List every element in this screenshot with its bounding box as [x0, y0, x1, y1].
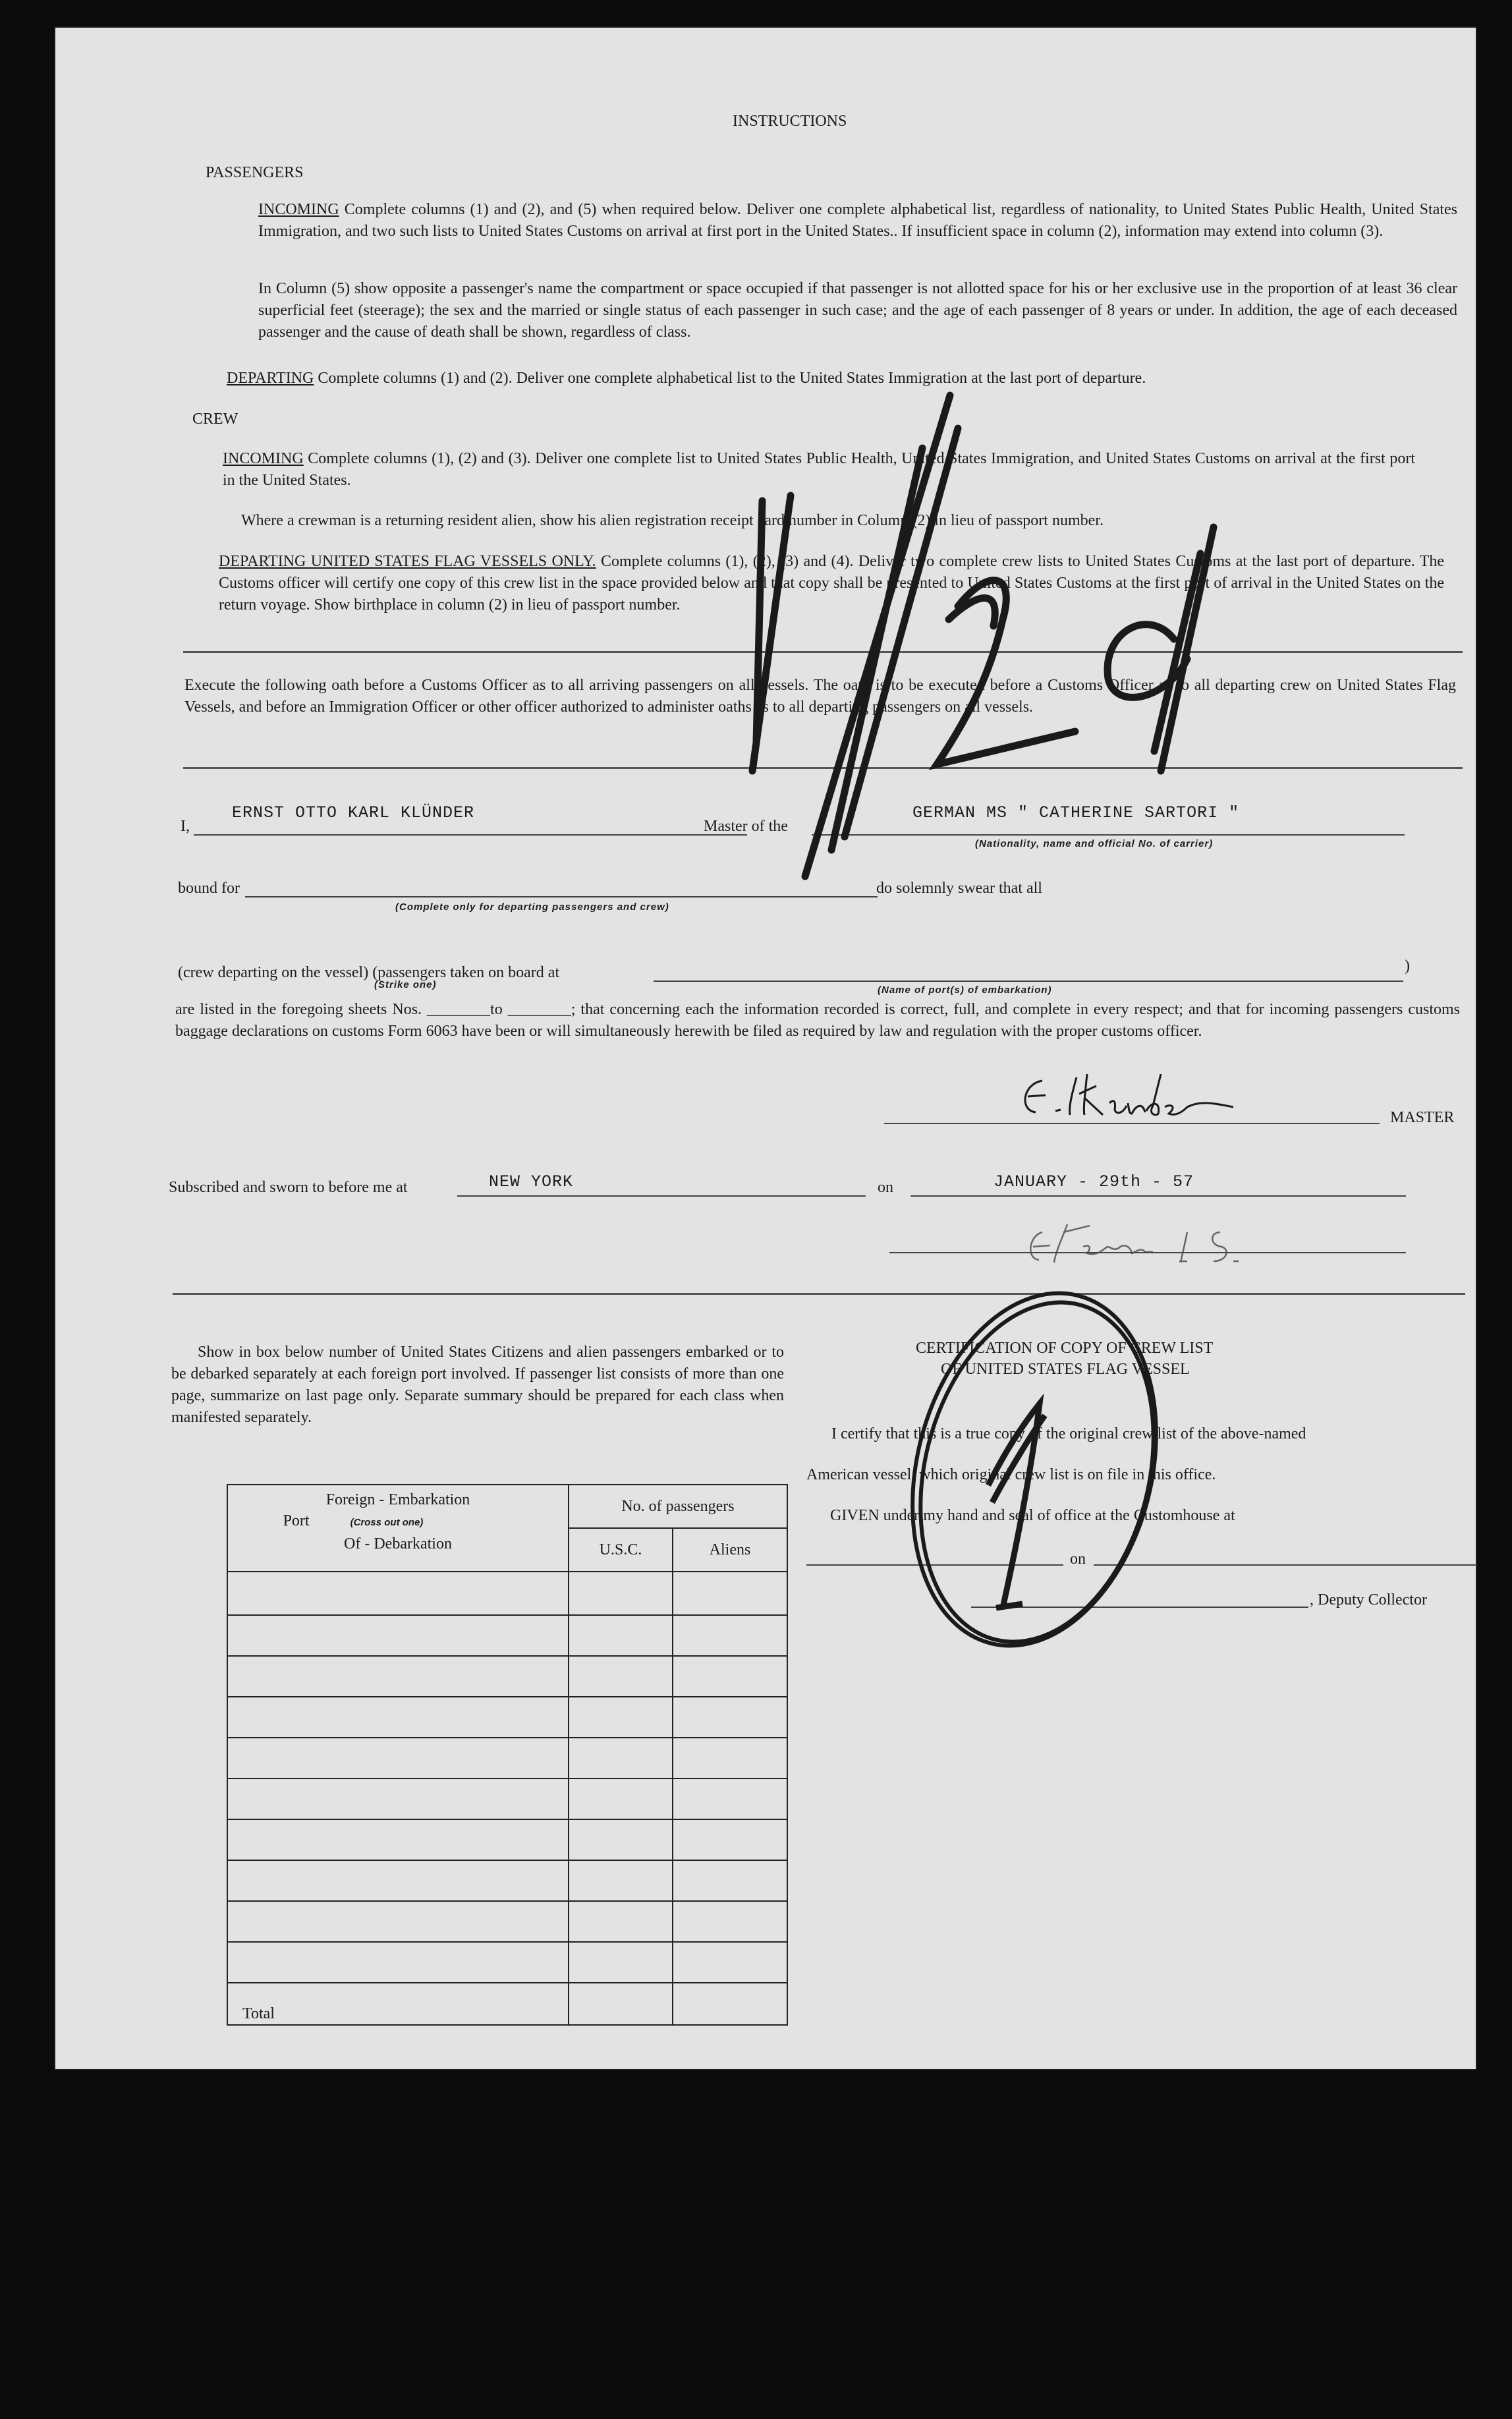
- certification-text2: American vessel, which original crew list is on file in this office.: [806, 1466, 1216, 1483]
- crew-incoming-label: INCOMING: [223, 450, 304, 467]
- certification-title-line2: OF UNITED STATES FLAG VESSEL: [941, 1361, 1190, 1378]
- bound-for-label: bound for: [178, 880, 240, 897]
- sworn-on-label: on: [878, 1179, 893, 1196]
- passengers-incoming-text: Complete columns (1) and (2), and (5) when required below. Deliver one complete alphabetical list, regardless of nationality, to United States Public Health, United States Immigration, and two such lists to United States Customs on arrival at first port in the United States.. If insufficient space in column (2), information may extend into column (3).: [258, 201, 1458, 240]
- master-name: ERNST OTTO KARL KLÜNDER: [232, 803, 475, 822]
- port-header-line3: Of - Debarkation: [344, 1535, 452, 1552]
- usc-column-header: U.S.C.: [569, 1528, 673, 1572]
- total-label: Total: [227, 1983, 569, 2025]
- circled-number-annotation: [1029, 1476, 1037, 1497]
- passengers-heading: PASSENGERS: [206, 164, 304, 181]
- crew-incoming-text: Complete columns (1), (2) and (3). Deliver one complete list to United States Public Health, United States Immigration, and United States Customs on arrival at the first port in the United States.: [223, 450, 1415, 489]
- certification-on-label: on: [1070, 1551, 1086, 1568]
- crew-heading: CREW: [192, 411, 238, 428]
- summary-instructions: Show in box below number of United States Citizens and alien passengers embarked or to be debarked separately at each foreign port involved. If passenger list consists of more than one page, summarize on last page only. Separate summary should be prepared for each class when manifested separately.: [171, 1344, 784, 1426]
- certification-title-line1: CERTIFICATION OF COPY OF CREW LIST: [916, 1340, 1214, 1357]
- sworn-label: Subscribed and sworn to before me at: [169, 1179, 408, 1196]
- large-number-icon: [752, 395, 1214, 876]
- large-number-annotation: [845, 619, 873, 640]
- aliens-column-header: Aliens: [673, 1528, 787, 1572]
- passengers-count-header: No. of passengers: [569, 1485, 787, 1528]
- passengers-departing-label: DEPARTING: [227, 370, 314, 387]
- swear-text: do solemnly swear that all: [876, 880, 1042, 897]
- bound-for-caption: (Complete only for departing passengers and crew): [395, 901, 669, 913]
- cross-out-caption: (Cross out one): [350, 1517, 424, 1528]
- strike-caption: (Strike one): [374, 979, 437, 990]
- passengers-column5-text: In Column (5) show opposite a passenger's name the compartment or space occupied if that passenger is not allotted space for his or her exclusive use in the proportion of at least 36 clear superficial feet (steerage); the sex and the married or single status of each passenger in such case; and the age of each passenger of 8 years or under. In addition, the age of each deceased passenger and the cause of death shall be shown, regardless of class.: [258, 280, 1457, 341]
- sworn-place: NEW YORK: [489, 1172, 574, 1191]
- master-label: MASTER: [1390, 1109, 1455, 1126]
- certification-text3: GIVEN under my hand and seal of office at the Customhouse at: [830, 1507, 1235, 1524]
- crew-departing-text: Complete columns (1), (2), (3) and (4). Deliver two complete crew lists to United States Customs at the last port of departure. The Customs officer will certify one copy of this crew list in the space provided below and that copy shall be presented to United States Customs at the first port of arrival in the United States on the return voyage. Show birthplace in column (2) in lieu of passport number.: [219, 553, 1445, 613]
- oath-i-label: I,: [181, 818, 190, 835]
- deputy-collector-label: , Deputy Collector: [1310, 1591, 1427, 1608]
- page-title: INSTRUCTIONS: [733, 113, 847, 130]
- sworn-date: JANUARY - 29th - 57: [994, 1172, 1194, 1191]
- annotation-marks: [54, 26, 1477, 2070]
- vessel-name: GERMAN MS " CATHERINE SARTORI ": [912, 803, 1240, 822]
- ports-caption: (Name of port(s) of embarkation): [878, 984, 1052, 996]
- certification-text1: I certify that this is a true copy of the original crew list of the above-named: [831, 1425, 1306, 1442]
- passengers-incoming-label: INCOMING: [258, 201, 339, 218]
- vessel-caption: (Nationality, name and official No. of carrier): [975, 838, 1214, 849]
- close-paren: ): [1405, 957, 1410, 975]
- port-header-port: Port: [283, 1512, 310, 1529]
- passengers-departing-text: Complete columns (1) and (2). Deliver one complete alphabetical list to the United States Immigration at the last port of departure.: [318, 370, 1146, 387]
- sheets-text: are listed in the foregoing sheets Nos. ________to ________; that concerning each the information recorded is correct, full, and complete in every respect; and that for incoming passengers customs baggage declarations on customs Form 6063 have been or will simultaneously herewith be filed as required by law and regulation with the proper customs officer.: [175, 1001, 1460, 1040]
- master-of-label: Master of the: [704, 818, 788, 835]
- port-header-line1: Foreign - Embarkation: [325, 1491, 470, 1508]
- oath-intro: Execute the following oath before a Customs Officer as to all arriving passengers on all vessels. The oath is to be executed before a Customs Officer as to all departing crew on United States Flag Vessels, and before an Immigration Officer or other officer authorized to administer oaths as to all departing passengers on all vessels.: [184, 677, 1456, 716]
- crew-departing-text: (crew departing on the vessel) (passengers taken on board at: [178, 964, 560, 981]
- circled-number-icon: [877, 1267, 1191, 1672]
- crew-departing-label: DEPARTING UNITED STATES FLAG VESSELS ONLY.: [219, 553, 596, 570]
- form-page: [54, 26, 1477, 2070]
- crew-resident-text: Where a crewman is a returning resident alien, show his alien registration receipt card number in Column (2) in lieu of passport number.: [241, 512, 1104, 529]
